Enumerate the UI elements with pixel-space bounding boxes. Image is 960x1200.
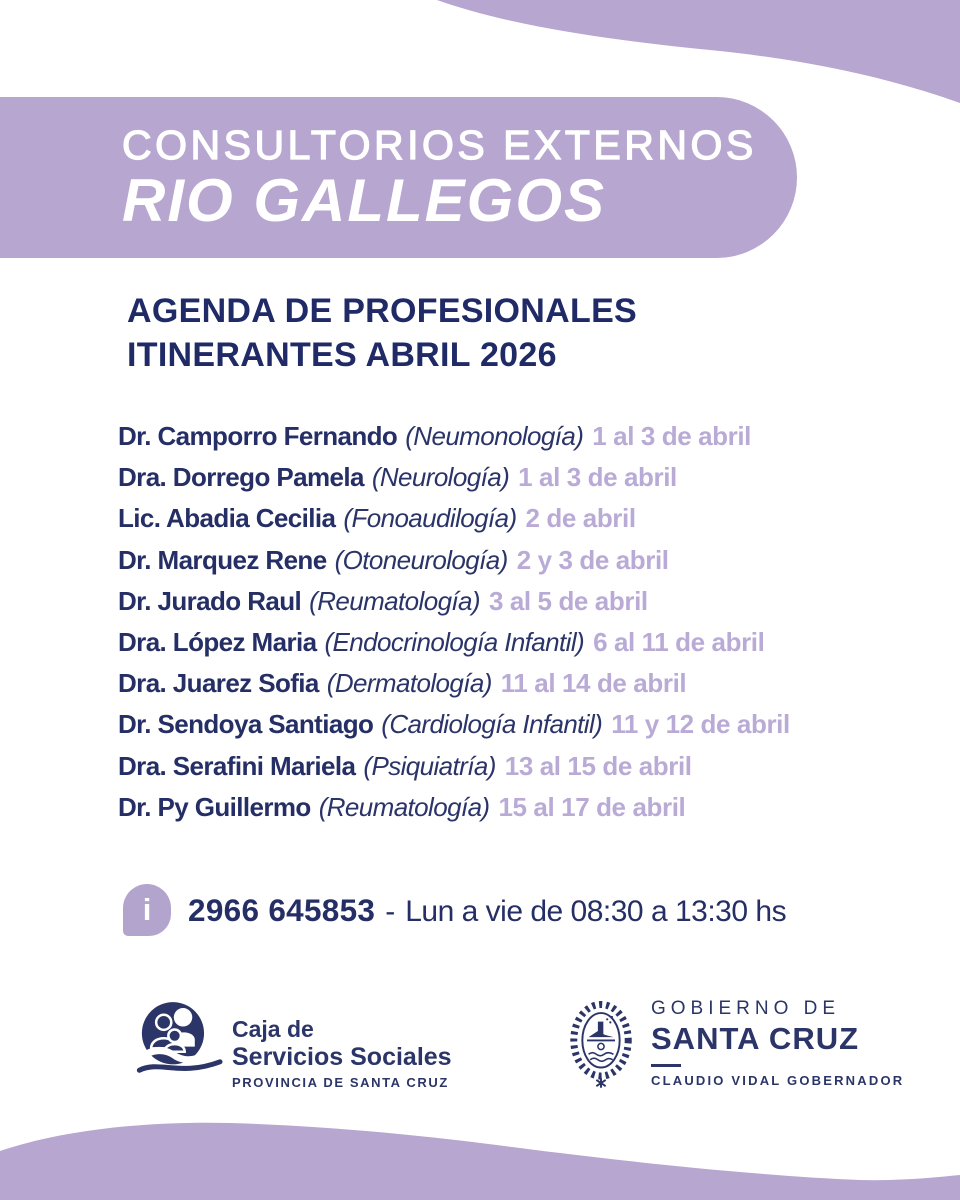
professional-name: Dra. Juarez Sofia	[118, 668, 319, 699]
professional-name: Dr. Py Guillermo	[118, 791, 311, 822]
caja-logo-line3: PROVINCIA DE SANTA CRUZ	[232, 1074, 449, 1090]
professional-dates: 6 al 11 de abril	[593, 627, 765, 658]
schedule-row	[118, 746, 790, 787]
contact-info	[123, 884, 786, 936]
professional-dates: 13 al 15 de abril	[504, 750, 692, 781]
info-icon	[123, 884, 171, 936]
gobierno-logo-line2: SANTA CRUZ	[651, 1021, 860, 1056]
schedule-row	[118, 581, 790, 622]
separator-dash: -	[385, 894, 396, 928]
agenda-title-line2: ITINERANTES ABRIL 2026	[127, 336, 557, 374]
professional-name: Dr. Marquez Rene	[118, 544, 327, 575]
professional-dates: 2 y 3 de abril	[516, 544, 669, 575]
professional-specialty: (Dermatología)	[326, 668, 492, 699]
schedule-row	[118, 416, 790, 457]
caja-logo-line1: Caja de	[232, 1016, 314, 1042]
info-icon-glyph: i	[142, 892, 152, 927]
professional-specialty: (Otoneurología)	[334, 544, 508, 575]
professional-specialty: (Neumonología)	[405, 421, 584, 452]
professional-specialty: (Cardiología Infantil)	[381, 709, 603, 740]
professional-name: Dra. López Maria	[118, 627, 317, 658]
gobierno-logo-line3: CLAUDIO VIDAL GOBERNADOR	[651, 1073, 905, 1088]
professional-name: Dr. Sendoya Santiago	[118, 709, 374, 740]
professional-dates: 1 al 3 de abril	[518, 462, 677, 493]
schedule-row	[118, 498, 790, 539]
professional-name: Dr. Camporro Fernando	[118, 421, 398, 452]
header-subtitle: CONSULTORIOS EXTERNOS	[122, 121, 757, 168]
professional-name: Dr. Jurado Raul	[118, 585, 302, 616]
schedule-row	[118, 540, 790, 581]
professional-dates: 11 al 14 de abril	[500, 668, 687, 699]
professional-name: Lic. Abadia Cecilia	[118, 503, 336, 534]
header-banner	[0, 97, 797, 258]
phone-number: 2966 645853	[188, 891, 376, 928]
professional-dates: 15 al 17 de abril	[498, 791, 686, 822]
caja-logo-line2: Servicios Sociales	[232, 1042, 452, 1071]
schedule-row	[118, 622, 790, 663]
agenda-title-line1: AGENDA DE PROFESIONALES	[127, 292, 638, 330]
schedule-row	[118, 457, 790, 498]
office-hours: Lun a vie de 08:30 a 13:30 hs	[405, 894, 787, 928]
professional-dates: 2 de abril	[525, 503, 636, 534]
contact-text	[188, 892, 786, 929]
professional-specialty: (Psiquiatría)	[363, 750, 496, 781]
professional-specialty: (Reumatología)	[318, 791, 490, 822]
professional-dates: 11 y 12 de abril	[611, 709, 790, 740]
professional-specialty: (Fonoaudilogía)	[343, 503, 517, 534]
professional-dates: 3 al 5 de abril	[488, 585, 648, 616]
professional-name: Dra. Serafini Mariela	[118, 750, 356, 781]
schedule-row	[118, 787, 790, 828]
professional-specialty: (Reumatología)	[309, 585, 480, 616]
header-title: RIO GALLEGOS	[122, 166, 607, 234]
professional-specialty: (Neurología)	[371, 462, 510, 493]
gobierno-logo-line1: GOBIERNO DE	[651, 998, 841, 1019]
agenda-title	[127, 289, 637, 377]
bottom-wave-decoration	[0, 1075, 960, 1200]
professional-dates: 1 al 3 de abril	[592, 421, 751, 452]
professional-specialty: (Endocrinología Infantil)	[324, 627, 585, 658]
gobierno-logo-divider	[651, 1064, 681, 1067]
schedule-row	[118, 704, 790, 745]
schedule-list	[118, 416, 790, 828]
schedule-row	[118, 663, 790, 704]
professional-name: Dra. Dorrego Pamela	[118, 462, 364, 493]
